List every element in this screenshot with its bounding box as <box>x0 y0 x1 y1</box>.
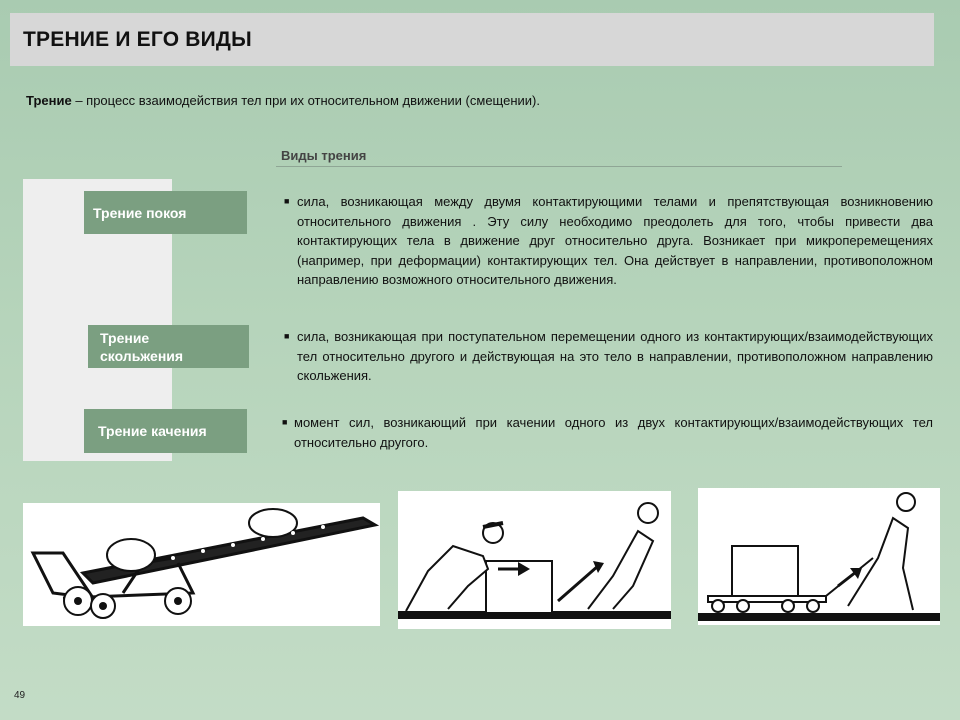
type-label-sliding: Трение скольжения <box>100 329 184 364</box>
section-divider <box>276 166 842 167</box>
page-title: ТРЕНИЕ И ЕГО ВИДЫ <box>23 27 252 51</box>
type-desc-sliding <box>284 327 933 386</box>
type-desc-static <box>284 192 933 290</box>
type-desc-rolling-text: момент сил, возникающий при качении одного из двух контактирующих/взаимодействующих тел относительно другого. <box>294 415 933 450</box>
pushing-pulling-drawing <box>398 491 671 629</box>
definition-term: Трение <box>26 93 72 108</box>
bullet-icon: ■ <box>284 331 290 341</box>
type-box-static <box>84 191 247 234</box>
conveyor-drawing <box>23 503 380 626</box>
rolling-cart-illustration <box>698 488 940 625</box>
pushing-pulling-illustration <box>398 491 671 629</box>
title-bar <box>10 13 934 66</box>
type-box-rolling <box>84 409 247 453</box>
rolling-cart-drawing <box>698 488 940 625</box>
definition <box>26 92 926 110</box>
bullet-icon: ■ <box>282 417 288 427</box>
type-label-rolling: Трение качения <box>98 423 207 439</box>
conveyor-illustration <box>23 503 380 626</box>
type-desc-rolling <box>282 413 933 452</box>
page-number: 49 <box>14 690 26 701</box>
definition-text: – процесс взаимодействия тел при их относительном движении (смещении). <box>71 93 540 108</box>
type-desc-static-text: сила, возникающая между двумя контактирующими телами и препятствующая возникновению относительного движения . Эту силу необходимо преодолеть для того, чтобы привести два контактирующих тела в движение друг относительно друга. Возникает при микроперемещениях (например, при деформации) контактирующих тел. Она действует в направлении, противоположном направлению возможного относительного движения. <box>297 194 933 287</box>
type-box-sliding <box>88 325 249 368</box>
type-label-static: Трение покоя <box>93 204 187 221</box>
bullet-icon: ■ <box>284 196 290 206</box>
section-heading: Виды трения <box>281 148 367 163</box>
type-desc-sliding-text: сила, возникающая при поступательном перемещении одного из контактирующих/взаимодействующих тел относительно другого и действующая на это тело в направлении, противоположном направлению скольжения. <box>297 329 933 383</box>
